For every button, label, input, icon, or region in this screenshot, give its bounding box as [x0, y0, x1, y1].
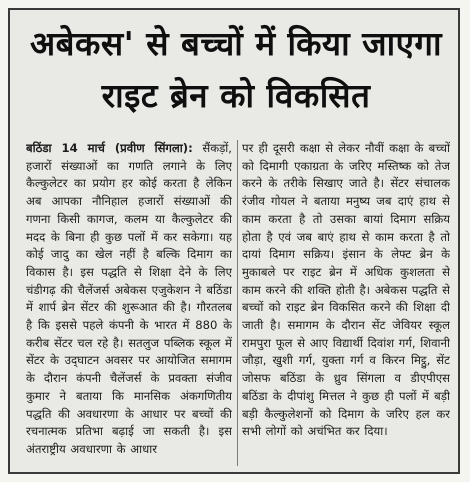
article-left-text: [26, 140, 232, 459]
article-dateline: बठिंडा 14 मार्च (प्रवीण सिंगला):: [26, 141, 193, 155]
headline-line-2: राइट ब्रेन को विकसित: [101, 76, 371, 115]
article-left-body: सैंकड़ों, हजारों संख्याओं का गणति लगाने के लिए कैल्कुलेटर का प्रयोग हर कोई करता है लेकिन अब आपका नौनिहाल हजारों संख्याओं की गणना किसी कागज, कलम या कैल्कुलेटर की मदद के बिना ही कुछ पलों में कर सकेगा। यह कोई जादु का खेल नहीं है बल्कि दिमाग का विकास है। इस पद्धति से शिक्षा देने के लिए चंडीगढ़ की चैलेंजर्स अबेकस एजुकेशन ने बठिंडा में शार्प ब्रेन सेंटर की शुरूआत की है। गौरतलब है कि इससे पहले कंपनी के भारत में 880 के करीब सेंटर चल रहे है। सतलुज पब्लिक स्कूल में सेंटर के उद्‌घाटन अवसर पर आयोजित समागम के दौरान कंपनी चैलेंजर्स के प्रवक्ता संजीव कुमार ने बताया कि मानसिक अंकगणितीय पद्धति की अवधारणा के आधार पर बच्चों की रचनात्मक प्रतिभा बढ़ाई जा सकती है। इस अंतराष्ट्रीय अवधारणा के आधार: [26, 141, 232, 456]
newspaper-clipping: [8, 8, 460, 474]
headline-line-1: अबेकस' से बच्चों में किया जाएगा: [29, 24, 443, 63]
article-column-right: [242, 140, 450, 470]
article-column-left: [26, 140, 232, 470]
column-divider: [237, 140, 238, 466]
article-right-body: पर ही दूसरी कक्षा से लेकर नौवीं कक्षा के बच्चों को दिमागी एकाग्रता के जरिए मस्तिष्क को तेज करने के तरीके सिखाए जाते है। सेंटर संचालक रंजीव गोयल ने बताया मनुष्य जब दाएं हाथ से काम करता है तो उसका बायां दिमाग सक्रिय होता है एवं जब बाएं हाथ से काम करता है तो दायां दिमाग सक्रिय। इंसान के लेफ्ट ब्रेन के मुकाबले पर राइट ब्रेन में अधिक कुशलता से काम करने की शक्ति होती है। अबेकस पद्धति से बच्चों को राइट ब्रेन विकसित करने की शिक्षा दी जाती है। समागम के दौरान सेंट जेवियर स्कूल रामपुरा फूल से आए विद्यार्थी दिवांश गर्ग, शिवानी जौड़ा, खुशी गर्ग, युक्ता गर्ग व किरन मिट्ठु, सेंट जोसफ बठिंडा के ध्रुव सिंगला व डीएपीएस बठिंडा के दीपांशु मित्तल ने कुछ ही पलों में बड़ी बड़ी कैल्कुलेशनों को दिमाग के जरिए हल कर सभी लोगों को अचंभित कर दिया।: [242, 141, 450, 439]
